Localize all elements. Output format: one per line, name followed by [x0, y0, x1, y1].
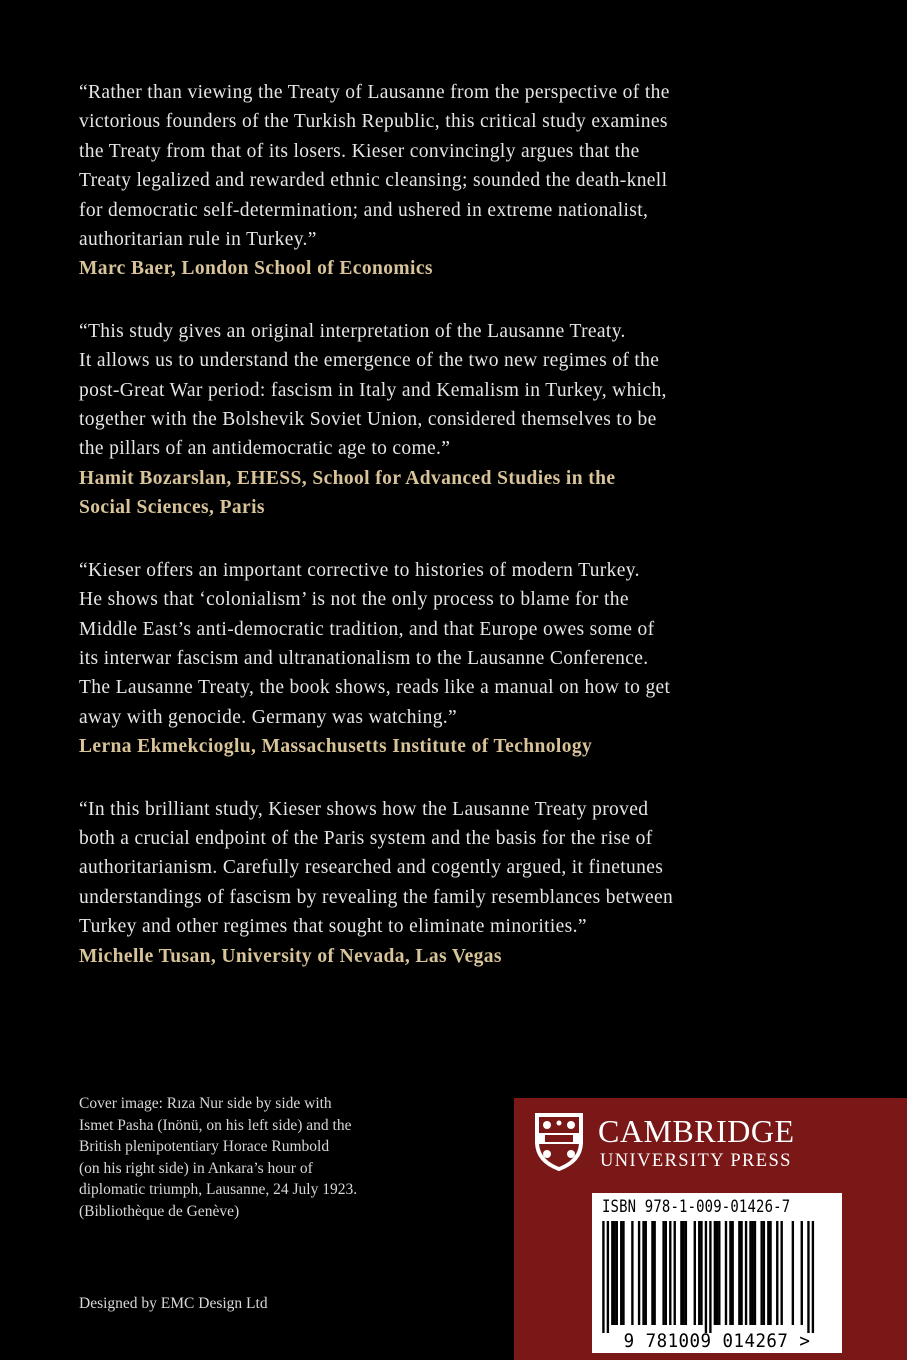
cover-image-caption: Cover image: Rıza Nur side by side with Ismet Pasha (Inönü, on his left side) and the British plenipotentiary Horace Rumbold (on his right side) in Ankara’s hour of diplomatic triumph, Lausanne, 24 July 1923. (Bibliothèque de Genève) — [79, 1095, 358, 1220]
barcode-bar — [749, 1221, 751, 1325]
barcode-bar — [763, 1221, 765, 1325]
endorsement-quote: “This study gives an original interpretation of the Lausanne Treaty. It allows us to understand the emergence of the two new regimes of the post-Great War period: fascism in Italy and Kemalism in Turkey, which, together with the Bolshevik Soviet Union, considered themselves to be the pillars of an antidemocratic age to come.” — [79, 320, 667, 460]
barcode-bar — [651, 1221, 653, 1325]
barcode-bar — [700, 1221, 702, 1325]
endorsement-3 — [79, 556, 839, 762]
barcode-bar — [725, 1221, 727, 1325]
endorsement-attribution: Hamit Bozarslan, EHESS, School for Advanced Studies in the Social Sciences, Paris — [79, 467, 616, 519]
barcode-bar — [669, 1221, 671, 1325]
endorsements — [79, 78, 839, 1004]
barcode-bar — [705, 1221, 707, 1333]
endorsement-attribution: Michelle Tusan, University of Nevada, Las Vegas — [79, 945, 502, 967]
endorsement-quote: “Rather than viewing the Treaty of Lausanne from the perspective of the victorious founders of the Turkish Republic, this critical study examines the Treaty from that of its losers. Kieser convincingly argues that the Treaty legalized and rewarded ethnic cleansing; sounded the death-knell for democratic self-determination; and ushered in extreme nationalist, authoritarian rule in Turkey.” — [79, 82, 670, 251]
barcode-bar — [776, 1221, 778, 1325]
barcode-bar — [694, 1221, 696, 1325]
barcode-bar — [729, 1221, 731, 1325]
barcode-bars — [600, 1221, 834, 1333]
barcode-bar — [745, 1221, 747, 1325]
barcode-bar — [642, 1221, 644, 1325]
barcode-bar — [674, 1221, 676, 1325]
endorsement-2 — [79, 317, 839, 523]
barcode-bar — [698, 1221, 700, 1325]
barcode-bar — [792, 1221, 794, 1325]
barcode-bar — [611, 1221, 613, 1325]
barcode-bar — [769, 1221, 771, 1325]
endorsement-4 — [79, 795, 839, 971]
barcode-bar — [653, 1221, 655, 1325]
endorsement-attribution: Marc Baer, London School of Economics — [79, 258, 433, 280]
barcode-bar — [754, 1221, 756, 1325]
publisher-subname: UNIVERSITY PRESS — [600, 1151, 792, 1171]
publisher-logo — [534, 1112, 894, 1174]
barcode-bar — [709, 1221, 711, 1333]
barcode-bar — [680, 1221, 682, 1325]
barcode-bar — [685, 1221, 687, 1325]
barcode-bar — [731, 1221, 733, 1325]
barcode-bar — [682, 1221, 684, 1325]
barcode-bar — [631, 1221, 633, 1325]
barcode-bar — [607, 1221, 609, 1333]
barcode-bar — [613, 1221, 615, 1325]
publisher-panel — [514, 1098, 907, 1360]
barcode-bar — [718, 1221, 720, 1325]
barcode-bar — [638, 1221, 640, 1325]
isbn-barcode — [592, 1193, 842, 1353]
barcode-bar — [665, 1221, 667, 1325]
designer-credit: Designed by EMC Design Ltd — [79, 1295, 268, 1312]
barcode-bar — [716, 1221, 718, 1325]
barcode-bar — [662, 1221, 664, 1325]
isbn-label: ISBN 978-1-009-01426-7 — [602, 1197, 791, 1217]
barcode-bar — [801, 1221, 803, 1325]
barcode-bar — [812, 1221, 814, 1333]
barcode-bar — [738, 1221, 740, 1325]
endorsement-quote: “In this brilliant study, Kieser shows how the Lausanne Treaty proved both a crucial endpoint of the Paris system and the basis for the rise of authoritarianism. Carefully researched and cogently argued, it finetunes understandings of fascism by revealing the family resemblances between Turkey and other regimes that sought to eliminate minorities.” — [79, 798, 674, 938]
cambridge-shield-icon — [534, 1112, 584, 1172]
barcode-bar — [620, 1221, 622, 1325]
barcode-bar — [616, 1221, 618, 1325]
publisher-name: CAMBRIDGE — [598, 1113, 795, 1149]
barcode-digits: 9 781009 014267 > — [623, 1330, 811, 1352]
endorsement-quote: “Kieser offers an important corrective to histories of modern Turkey. He shows that ‘colonialism’ is not the only process to blame for the Middle East’s anti-democratic tradition, and that Europe owes some of its interwar fascism and ultranationalism to the Lausanne Conference. The Lausanne Treaty, the book shows, reads like a manual on how to get away with genocide. Germany was watching.” — [79, 559, 671, 728]
barcode-bar — [714, 1221, 716, 1325]
barcode-bar — [602, 1221, 604, 1333]
barcode-bar — [760, 1221, 762, 1325]
barcode-bar — [740, 1221, 742, 1325]
barcode-bar — [767, 1221, 769, 1325]
barcode-bar — [645, 1221, 647, 1325]
barcode-bar — [622, 1221, 624, 1325]
barcode-bar — [752, 1221, 754, 1325]
endorsement-attribution: Lerna Ekmekcioglu, Massachusetts Institute of Technology — [79, 736, 593, 758]
barcode-bar — [807, 1221, 809, 1333]
endorsement-1 — [79, 78, 839, 284]
barcode-bar — [781, 1221, 783, 1325]
